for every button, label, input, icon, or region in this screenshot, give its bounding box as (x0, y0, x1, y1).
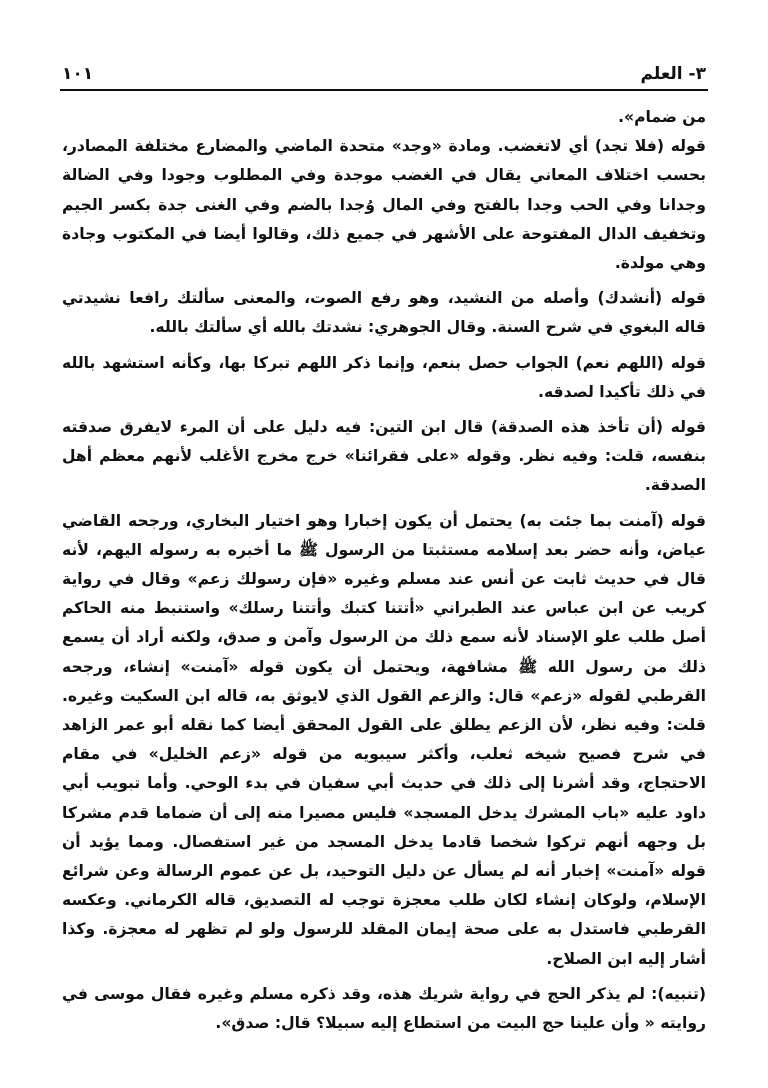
paragraph-tanbih (62, 980, 706, 1038)
page-number: ١٠١ (62, 64, 94, 84)
paragraph-amantu (62, 507, 706, 974)
paragraph-text: (تنبيه): لم يذكر الحج في رواية شريك هذه، وقد ذكره مسلم وغيره فقال موسى في روايته « وأن علينا حج البيت من استطاع إليه سبيلا؟ قال: صدق». (62, 984, 706, 1033)
paragraph-sadaqa (62, 413, 706, 501)
paragraph-lead: قوله (670, 418, 706, 437)
paragraph-anshuduk (62, 284, 706, 342)
paragraph-text: (فلا تجد) أي لاتغضب. ومادة «وجد» متحدة الماضي والمضارع مختلفة المصادر، بحسب اختلاف المعاني يقال في الغضب موجدة وفي المطلوب وجودا وفي الضالة وجدانا وفي الحب وجدا بالفتح وفي المال وُجدا بالضم وفي الغنى جدة بكسر الجيم وتخفيف الدال المفتوحة على الأشهر في جميع ذلك، وقالوا أيضا في المكتوب وجادة وهي مولدة. (62, 137, 706, 273)
paragraph-text: (أنشدك) وأصله من النشيد، وهو رفع الصوت، والمعنى سألتك رافعا نشيدتي قاله البغوي في شرح السنة. وقال الجوهري: نشدتك بالله أي سألتك بالله. (62, 289, 706, 337)
paragraph-text: من ضمام». (618, 108, 706, 126)
page-body (62, 103, 706, 1044)
paragraph-allahumma-naam (62, 349, 706, 407)
paragraph-la-tajid (62, 132, 706, 278)
paragraph-lead: قوله (670, 137, 707, 156)
chapter-title: ٣- العلم (640, 64, 706, 84)
header-rule (60, 89, 708, 91)
paragraph-lead: قوله (670, 511, 706, 530)
paragraph-text: (آمنت بما جئت به) يحتمل أن يكون إخبارا وهو اختيار البخاري، ورجحه القاضي عياض، وأنه حضر بعد إسلامه مستثبتا من الرسول ﷺ ما أخبره به رسوله اليهم، لأنه قال في حديث ثابت عن أنس عند مسلم وغيره «فإن رسولك زعم» وقال في رواية كريب عن ابن عباس عند الطبراني «أتتنا كتبك وأتتنا رسلك» واستنبط منه الحاكم أصل طلب علو الإسناد لأنه سمع ذلك من الرسول وآمن و صدق، ولكنه أراد أن يسمع ذلك من رسول الله ﷺ مشافهة، ويحتمل أن يكون قوله «آمنت» إنشاء، ورجحه القرطبي لقوله «زعم» قال: والزعم القول الذي لايوثق به، قاله ابن السكيت وغيره. قلت: وفيه نظر، لأن الزعم يطلق على القول المحقق أيضا كما نقله أبو عمر الزاهد في شرح فصيح شيخه ثعلب، وأكثر سيبويه من قوله «زعم الخليل» في مقام الاحتجاج، وقد أشرنا إلى ذلك في حديث أبي سفيان في بدء الوحي. وأما تبويب أبي داود عليه «باب المشرك يدخل المسجد» فليس مصيرا منه إلى أن ضماما قدم مشركا بل وجهه أنهم تركوا شخصا قادما يدخل المسجد من غير استفصال. ومما يؤيد أن قوله «آمنت» إخبار أنه لم يسأل عن دليل التوحيد، بل عن عموم الرسالة وعن شرائع الإسلام، ولوكان إنشاء لكان طلب معجزة توجب له التصديق، قاله الكرماني. وعكسه القرطبي فاستدل به على صحة إيمان المقلد للرسول ولو لم تظهر له معجزة. وكذا أشار إليه ابن الصلاح. (62, 511, 706, 968)
paragraph-text: (اللهم نعم) الجواب حصل بنعم، وإنما ذكر اللهم تبركا بها، وكأنه استشهد بالله في ذلك تأكيدا لصدقه. (62, 353, 706, 401)
paragraph-lead: قوله (670, 289, 706, 308)
paragraph-text: (أن تأخذ هذه الصدقة) قال ابن التين: فيه دليل على أن المرء لايفرق صدقته بنفسه، قلت: وفيه نظر. وقوله «على فقرائنا» خرج مخرج الأغلب لأنهم معظم أهل الصدقة. (62, 418, 706, 495)
page-header (62, 58, 706, 84)
paragraph-continuation (62, 103, 706, 132)
paragraph-lead: قوله (670, 353, 706, 372)
